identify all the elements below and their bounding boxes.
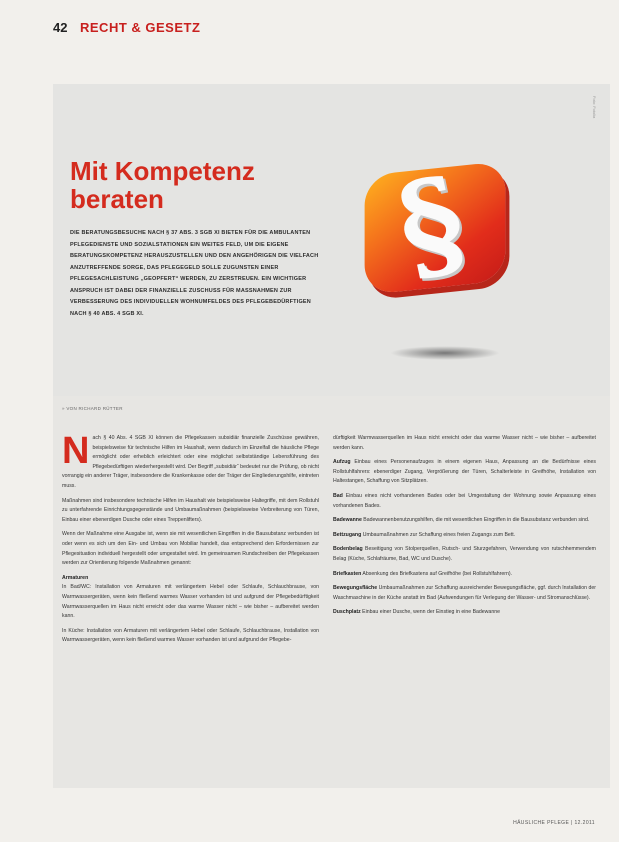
paragraph-logo-icon (355, 150, 515, 300)
subheading-armaturen: Armaturen (62, 574, 89, 581)
item-text: Einbau eines nicht vorhandenen Bades oder bei Umgestaltung der Wohnung sowie Anpassung eines vorhandenen Bades. (333, 492, 596, 509)
article-lead: DIE BERATUNGSBESUCHE NACH § 37 ABS. 3 SGB XI BIETEN FÜR DIE AMBULANTEN PFLEGEDIENSTE UND SOZIALSTATIONEN EIN WEITES FELD, UM DIE EIGENE BERATUNGSKOMPETENZ HERAUSZUSTELLEN UND DEN ANGEHÖRIGEN DIE VIELFACH ANZUTREFFENDE SORGE, DAS PFLEGEGELD SOLLE ZUGUNSTEN EINER PFLEGESACHLEISTUNG „GEOPFERT“ WERDEN, ZU ZERSTREUEN. EIN WICHTIGER ANSPRUCH IST DABEI DER FINANZIELLE ZUSCHUSS FÜR MASSNAHMEN ZUR VERBESSERUNG DES INDIVIDUELLEN WOHNUMFELDES DES PFLEGEBEDÜRFTIGEN NACH § 40 ABS. 4 SGB XI. (70, 230, 319, 317)
paragraph: dürftigkeit Warmwasserquellen im Haus nicht erreicht oder das warme Wasser nicht – wie bisher – aufbereitet werden kann. (333, 435, 596, 451)
item-text: Einbau eines Personenaufzuges in einem eigenen Haus, Anpassung an die Bedürfnisse eines Rollstuhlfahrers: ebenerdiger Zugang, Vergrößerung der Türen, Schalterleiste in Greifhöhe, Installation von Haltestangen, Schaffung von Sitzplätzen. (333, 459, 596, 485)
paragraph-sign: § (385, 149, 477, 300)
list-item (333, 608, 596, 618)
magazine-name: HÄUSLICHE PFLEGE (513, 820, 570, 826)
list-item (333, 531, 596, 541)
item-text: Beseitigung von Stolperquellen, Rutsch- und Sturzgefahren, Verwendung von rutschhemmendem Belag (Küche, Schlafräume, Bad, WC und Dusche). (333, 546, 596, 562)
article-column-right (333, 434, 596, 623)
list-item (333, 516, 596, 526)
paragraph-text: ach § 40 Abs. 4 SGB XI können die Pflegekassen subsidiär finanzielle Zuschüsse gewähren, beispielsweise für technische Hilfen im Haushalt, wenn dadurch im Einzelfall die häusliche Pflege ermöglicht oder erheblich erleichtert oder eine möglichst selbstständige Lebensführung des Pflegebedürftigen wiederhergestellt wird. Der Begriff „subsidiär“ bedeutet nur die Prüfung, ob nicht vorrangig ein anderer Träger, insbesondere die Krankenkasse oder der Träger der Eingliederungshilfe, eintreten muss. (62, 435, 319, 489)
byline: » VON RICHARD RÜTTER (62, 406, 123, 411)
section-title: RECHT & GESETZ (80, 20, 201, 35)
item-term: Bad (333, 492, 343, 499)
list-item (333, 570, 596, 580)
item-text: Absenkung des Briefkastens auf Greifhöhe (bei Rollstuhlfahrern). (362, 570, 513, 577)
list-item (333, 492, 596, 511)
item-text: Umbaumaßnahmen zur Schaffung ausreichender Bewegungsfläche, ggf. durch Installation der Waschmaschine in der Küche anstatt im Bad (Aufwendungen für Verlegung der Wasser- und Stromanschlüsse). (333, 585, 597, 601)
logo-shadow (390, 346, 500, 360)
item-term: Bodenbelag (333, 546, 363, 553)
paragraph-text: In Bad/WC: Installation von Armaturen mit verlängertem Hebel oder Schlaufe, Schlauchbrause, von Warmwassergeräten, wenn kein fließend warmes Wasser vorhanden ist und aufgrund der Pflegebedürftigkeit Warmwasserquellen im Haus nicht erreicht oder das warme Wasser nicht – wie bisher – aufbereitet werden kann. (62, 584, 319, 620)
paragraph: Maßnahmen sind insbesondere technische Hilfen im Haushalt wie beispielsweise Haltegriffe, mit dem Rollstuhl zu unterfahrende Einrichtungsgegenstände und Umbaumaßnahmen (beispielsweise Verbreiterung von Türen, Einbau einer ebenerdigen Dusche oder eines Treppenlifters). (62, 497, 319, 523)
paragraph (62, 430, 319, 492)
list-item (333, 584, 596, 603)
issue-number: 12.2011 (574, 820, 595, 826)
page-footer: HÄUSLICHE PFLEGE | 12.2011 (513, 820, 595, 826)
item-term: Bettzugang (333, 531, 362, 538)
drop-cap: N (62, 430, 90, 472)
paragraph: Wenn der Maßnahme eine Ausgabe ist, wenn sie mit wesentlichen Eingriffen in die Bausubstanz verbunden ist oder wenn es sich um den Ein- und Umbau von Mobiliar handelt, das entsprechend den Erfordernissen zur Pflegesituation individuell hergestellt oder umgestaltet wird. Im gemeinsamen Rundschreiben der Pflegekassen werden zur Orientierung folgende Maßnahmen genannt: (62, 531, 319, 567)
item-term: Duschplatz (333, 609, 361, 616)
item-term: Bewegungsfläche (333, 585, 378, 592)
article-title: Mit Kompetenz beraten (70, 156, 255, 214)
paragraph: In Küche: Installation von Armaturen mit verlängertem Hebel oder Schlaufe, Schlauchbrause, Installation von Warmwassergeräten, wenn kein fließend warmes Wasser vorhanden ist und aufgrund der Pflegebe- (62, 627, 319, 644)
item-text: Umbaumaßnahmen zur Schaffung eines freien Zugangs zum Bett. (362, 531, 516, 538)
item-text: Badewannenbenutzungshilfen, die mit wesentlichen Eingriffen in die Bausubstanz verbunden sind. (363, 517, 590, 524)
item-term: Briefkasten (333, 570, 362, 577)
armaturen-section (62, 574, 319, 622)
item-text: Einbau einer Dusche, wenn der Einstieg in eine Badewanne (362, 609, 500, 616)
list-item (333, 545, 596, 564)
photo-credit: Foto: Fotolia (592, 96, 597, 119)
list-item (333, 458, 596, 487)
article-column-left (62, 430, 319, 651)
item-term: Badewanne (333, 517, 362, 524)
page-number: 42 (53, 20, 68, 35)
item-term: Aufzug (333, 459, 351, 466)
page-header (0, 0, 619, 62)
